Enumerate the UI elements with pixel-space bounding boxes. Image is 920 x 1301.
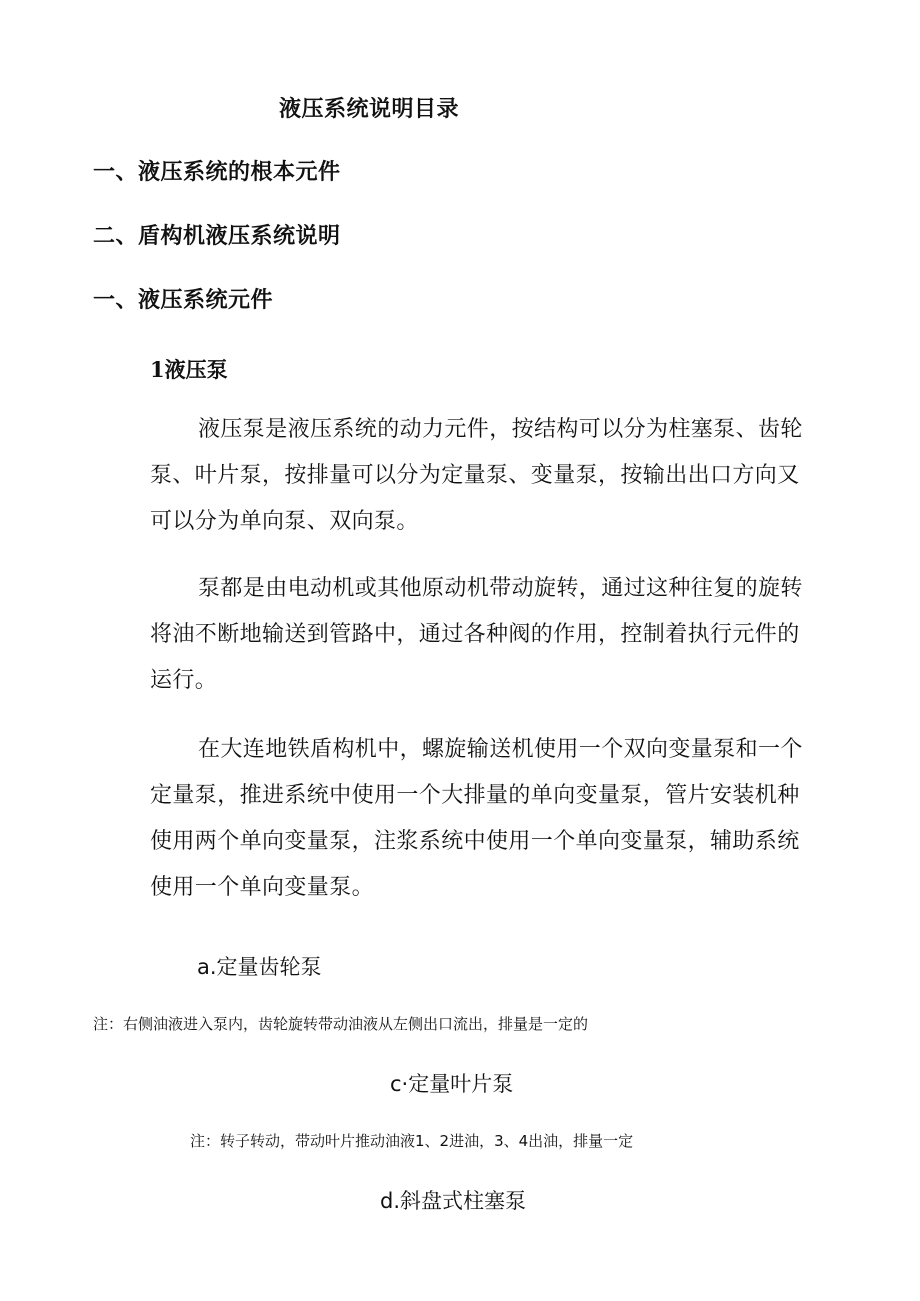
paragraph-line: 可以分为单向泵、双向泵。 [150,509,419,534]
paragraph-line: 将油不断地输送到管路中，通过各种阀的作用，控制着执行元件的 [150,622,800,647]
paragraph-line: 定量泵，推进系统中使用一个大排量的单向变量泵，管片安装机种 [150,783,800,808]
toc-item-1: 一、液压系统的根本元件 [93,159,341,185]
paragraph-line: 使用两个单向变量泵，注浆系统中使用一个单向变量泵，辅助系统 [150,829,800,854]
paragraph-line: 液压泵是液压系统的动力元件，按结构可以分为柱塞泵、齿轮 [198,417,803,442]
section-heading: 一、液压系统元件 [93,287,274,313]
document-title: 液压系统说明目录 [279,96,460,122]
paragraph-line: 使用一个单向变量泵。 [150,875,375,900]
paragraph-line: 运行。 [150,668,218,693]
paragraph [150,566,830,704]
paragraph-line: 在大连地铁盾构机中，螺旋输送机使用一个双向变量泵和一个 [198,737,803,762]
figure-caption: c·定量叶片泵 [390,1072,514,1096]
paragraph-line: 泵都是由电动机或其他原动机带动旋转，通过这种往复的旋转 [198,576,803,601]
paragraph [150,727,830,911]
figure-caption: a.定量齿轮泵 [197,955,322,979]
paragraph-line: 泵、叶片泵，按排量可以分为定量泵、变量泵，按输出出口方向又 [150,463,800,488]
figure-note: 注：右侧油液进入泵内，齿轮旋转带动油液从左侧出口流出，排量是一定的 [93,1015,589,1033]
toc-item-2: 二、盾构机液压系统说明 [93,223,341,249]
paragraph [150,407,830,545]
subsection-heading: 1液压泵 [150,357,228,382]
figure-caption: d.斜盘式柱塞泵 [380,1189,527,1213]
figure-note: 注：转子转动，带动叶片推动油液1、2进油，3、4出油，排量一定 [190,1132,634,1150]
